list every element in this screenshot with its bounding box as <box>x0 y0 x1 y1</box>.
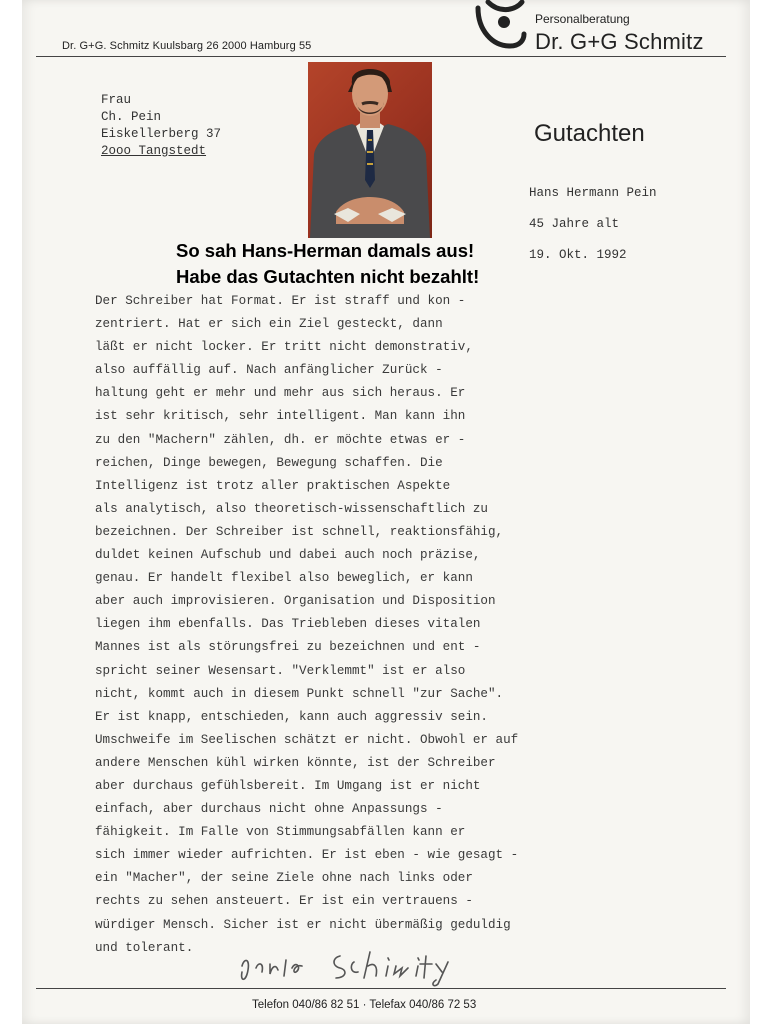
body-line: sich immer wieder aufrichten. Er ist eben - wie gesagt - <box>95 848 519 863</box>
sender-address-line: Dr. G+G. Schmitz Kuulsbarg 26 2000 Hamburg 55 <box>62 40 312 52</box>
body-line: einfach, aber durchaus nicht ohne Anpassungs - <box>95 802 443 817</box>
document-date: 19. Okt. 1992 <box>529 248 627 262</box>
portrait-illustration <box>308 62 432 238</box>
handwritten-signature <box>236 942 486 988</box>
body-line: ist sehr kritisch, sehr intelligent. Man kann ihn <box>95 409 466 424</box>
body-line: haltung geht er mehr und mehr aus sich heraus. Er <box>95 386 466 401</box>
footer-contact: Telefon 040/86 82 51 · Telefax 040/86 72 53 <box>252 999 477 1011</box>
body-line: Intelligenz ist trotz aller praktischen Aspekte <box>95 478 451 493</box>
report-body <box>95 290 518 960</box>
body-line: andere Menschen kühl wirken könnte, ist der Schreiber <box>95 755 496 770</box>
body-line: als analytisch, also theoretisch-wissenschaftlich zu <box>95 501 488 516</box>
address-line: Ch. Pein <box>101 110 162 124</box>
header-rule <box>36 56 726 57</box>
subject-name: Hans Hermann Pein <box>529 186 657 200</box>
portrait-photo <box>308 62 432 238</box>
subject-info <box>529 186 657 279</box>
address-line: Eiskellerberg 37 <box>101 127 222 141</box>
company-logo-icon <box>470 0 530 54</box>
photo-caption <box>176 238 479 290</box>
body-line: duldet keinen Aufschub und dabei auch noch präzise, <box>95 548 481 563</box>
caption-line: Habe das Gutachten nicht bezahlt! <box>176 266 480 287</box>
body-line: Er ist knapp, entschieden, kann auch aggressiv sein. <box>95 709 488 724</box>
body-line: zentriert. Hat er sich ein Ziel gesteckt, dann <box>95 317 443 332</box>
subject-age: 45 Jahre alt <box>529 217 620 231</box>
body-line: und tolerant. <box>95 940 194 955</box>
body-line: spricht seiner Wesensart. "Verklemmt" ist er also <box>95 663 466 678</box>
document-title: Gutachten <box>534 120 645 147</box>
body-line: aber durchaus gefühlsbereit. Im Umgang ist er nicht <box>95 778 481 793</box>
body-line: aber auch improvisieren. Organisation und Disposition <box>95 594 496 609</box>
footer-rule <box>36 988 726 989</box>
caption-line: So sah Hans-Herman damals aus! <box>176 240 475 261</box>
address-line: Frau <box>101 93 132 107</box>
address-line: 2ooo Tangstedt <box>101 144 207 158</box>
body-line: würdiger Mensch. Sicher ist er nicht übermäßig geduldig <box>95 917 511 932</box>
body-line: genau. Er handelt flexibel also beweglich, er kann <box>95 571 473 586</box>
body-line: reichen, Dinge bewegen, Bewegung schaffen. Die <box>95 455 443 470</box>
logo-subtitle: Personalberatung <box>535 12 630 26</box>
body-line: läßt er nicht locker. Er tritt nicht demonstrativ, <box>95 340 473 355</box>
body-line: Mannes ist als störungsfrei zu bezeichnen und ent - <box>95 640 481 655</box>
body-line: fähigkeit. Im Falle von Stimmungsabfällen kann er <box>95 825 466 840</box>
body-line: Der Schreiber hat Format. Er ist straff und kon - <box>95 294 466 308</box>
body-line: zu den "Machern" zählen, dh. er möchte etwas er - <box>95 432 466 447</box>
body-line: nicht, kommt auch in diesem Punkt schnell "zur Sache". <box>95 686 504 701</box>
body-line: ein "Macher", der seine Ziele ohne nach links oder <box>95 871 473 886</box>
body-line: Umschweife im Seelischen schätzt er nicht. Obwohl er auf <box>95 732 519 747</box>
body-line: liegen ihm ebenfalls. Das Triebleben dieses vitalen <box>95 617 481 632</box>
body-line: also auffällig auf. Nach anfänglicher Zurück - <box>95 363 443 378</box>
logo-company-name: Dr. G+G Schmitz <box>535 29 704 54</box>
body-line: rechts zu sehen ansteuert. Er ist ein vertrauens - <box>95 894 473 909</box>
body-line: bezeichnen. Der Schreiber ist schnell, reaktionsfähig, <box>95 524 504 539</box>
recipient-address <box>101 92 221 160</box>
